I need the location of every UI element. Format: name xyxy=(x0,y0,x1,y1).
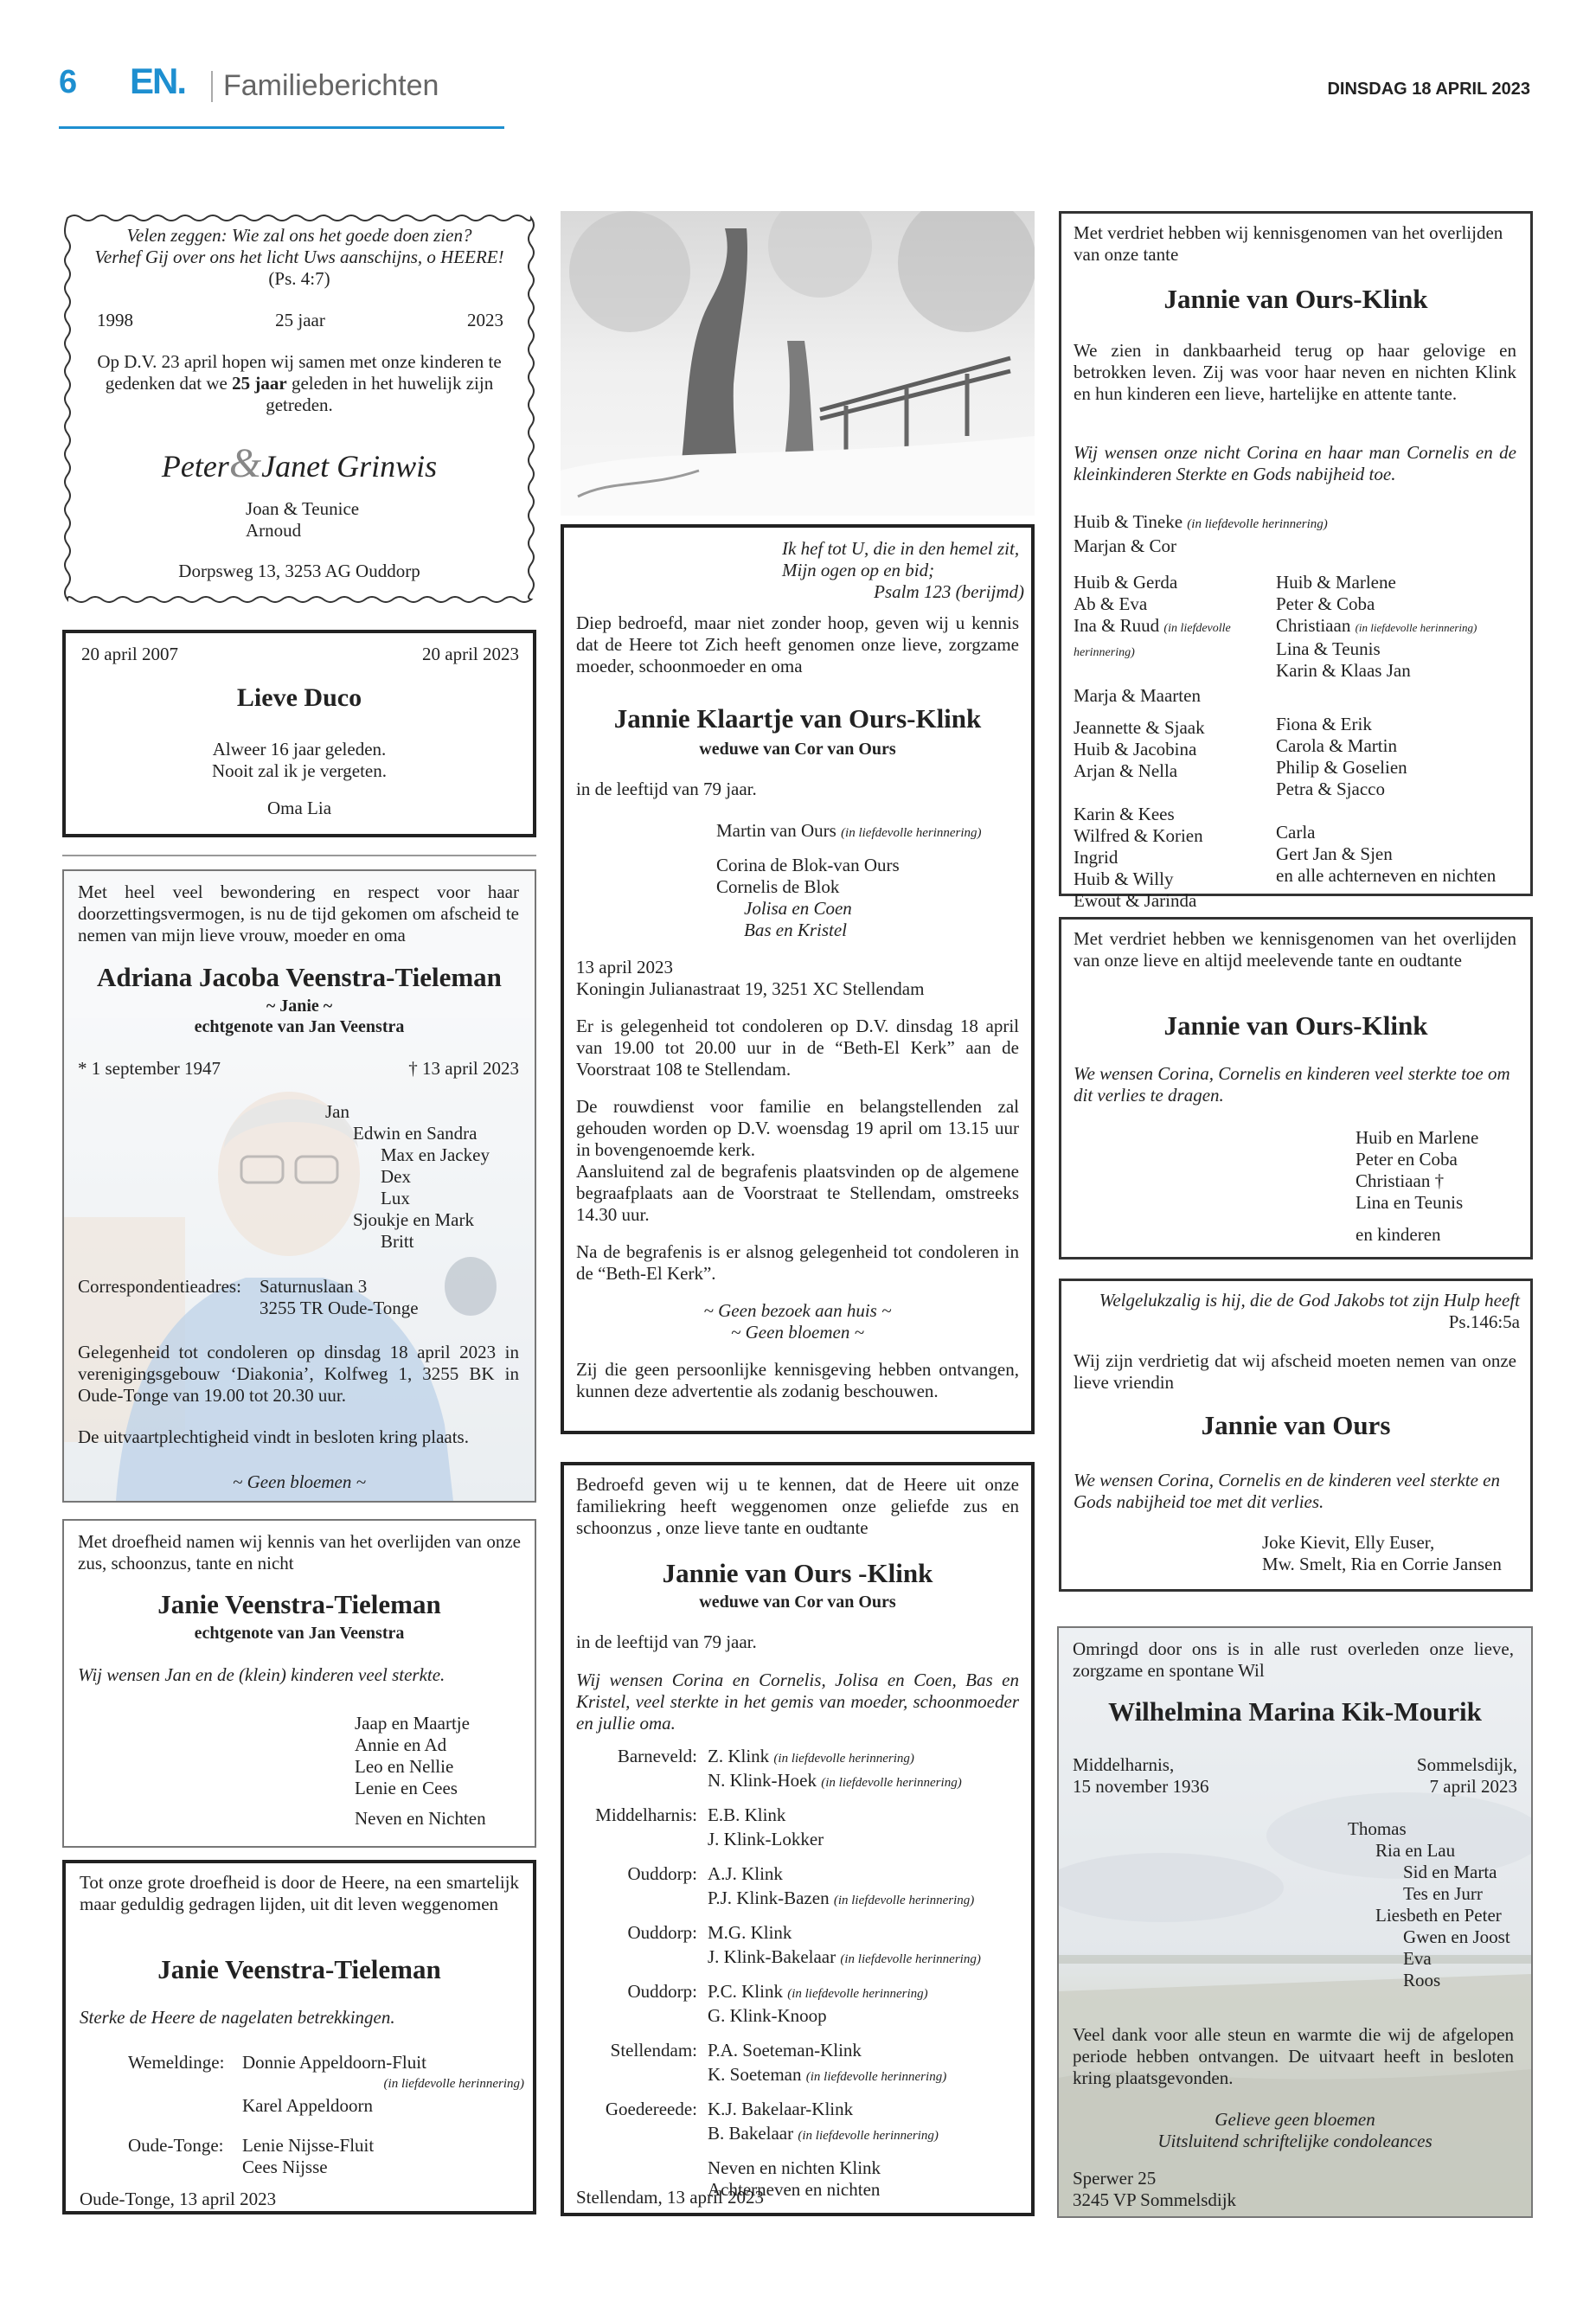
verse-line: Mijn ogen op en bid; xyxy=(782,560,935,580)
service-text: De rouwdienst voor familie en belangstellenden zal gehouden worden op D.V. woensdag 19 april om 13.15 uur in bovengenoemde kerk. xyxy=(576,1096,1019,1160)
death-ad-jannie-aunt xyxy=(1059,917,1533,1259)
death-ad-jannie-klink-family xyxy=(561,1462,1035,2216)
signer-line: Joke Kievit, Elly Euser, xyxy=(1262,1532,1435,1553)
deceased-name: Adriana Jacoba Veenstra-Tieleman xyxy=(97,962,502,992)
birth-date: * 1 september 1947 xyxy=(78,1058,221,1079)
family-line: Jeannette & Sjaak xyxy=(1074,717,1205,738)
family-line: Fiona & Erik xyxy=(1276,714,1372,734)
family-line: Peter & Coba xyxy=(1276,593,1375,614)
deceased-name: Jannie van Ours xyxy=(1201,1410,1391,1440)
family-line: Petra & Sjacco xyxy=(1276,779,1385,799)
verse-reference: Psalm 123 (berijmd) xyxy=(874,581,1024,602)
family-line: Marja & Maarten xyxy=(1074,685,1201,706)
family-group: Middelharnis: E.B. Klink J. Klink-Lokker xyxy=(595,1804,824,1849)
family-line: Marjan & Cor xyxy=(1074,535,1176,556)
closing-line: en kinderen xyxy=(1356,1224,1441,1245)
closing-line: Neven en Nichten xyxy=(355,1808,486,1829)
wish-text: We wensen Corina, Cornelis en de kinderen veel sterkte en Gods nabijheid toe met dit verlies. xyxy=(1074,1470,1500,1512)
winter-forest-photo xyxy=(561,211,1035,516)
family-group: Stellendam: P.A. Soeteman-Klink K. Soeteman (in liefdevolle herinnering) xyxy=(610,2040,947,2085)
date-right: 20 april 2023 xyxy=(422,644,519,664)
correspondence-line: Saturnuslaan 3 xyxy=(260,1276,368,1297)
death-ad-janie-siblings xyxy=(62,1519,536,1848)
family-line: Lenie Nijsse-Fluit xyxy=(242,2135,375,2156)
year-end: 2023 xyxy=(466,310,503,330)
family-line: Gwen en Joost xyxy=(1403,1926,1510,1947)
correspondence-line: 3255 TR Oude-Tonge xyxy=(260,1298,419,1318)
family-line: Philip & Goselien xyxy=(1276,757,1407,778)
deceased-name: Janie Veenstra-Tieleman xyxy=(157,1589,441,1619)
nickname: ~ Janie ~ xyxy=(266,997,333,1016)
widow-line: weduwe van Cor van Ours xyxy=(699,1593,896,1612)
family-line: Annie en Ad xyxy=(355,1734,447,1755)
footer-line: Oude-Tonge, 13 april 2023 xyxy=(80,2189,277,2209)
death-ad-jannie-nephews xyxy=(1059,211,1533,911)
family-line: Ab & Eva xyxy=(1074,593,1148,614)
request-line: Gelieve geen bloemen xyxy=(1215,2109,1375,2130)
couple-names: Peter&Janet Grinwis xyxy=(161,440,438,486)
verse-line: Ik hef tot U, die in den hemel zit, xyxy=(782,538,1020,559)
header-rule xyxy=(59,126,504,129)
address-line: Sperwer 25 xyxy=(1073,2168,1157,2189)
verse-line: Verhef Gij over ons het licht Uws aanschijns, o HEERE! xyxy=(94,247,504,267)
family-line: Lenie en Cees xyxy=(355,1778,458,1798)
family-line: en alle achterneven en nichten xyxy=(1276,865,1497,886)
intro-text: Wij zijn verdrietig dat wij afscheid moeten nemen van onze lieve vriendin xyxy=(1074,1350,1516,1393)
location-label: Oude-Tonge: xyxy=(128,2135,224,2156)
after-funeral-text: Na de begrafenis is er alsnog gelegenheid tot condoleren in de “Beth-El Kerk”. xyxy=(576,1241,1019,1284)
family-line: Christiaan † xyxy=(1356,1170,1445,1191)
memorial-title: Lieve Duco xyxy=(236,683,362,712)
header-divider xyxy=(211,71,213,102)
family-line: Ewout & Jarinda xyxy=(1074,890,1197,911)
death-date: 7 april 2023 xyxy=(1429,1776,1517,1797)
family-line: Sjoukje en Mark xyxy=(353,1209,474,1230)
death-place: Sommelsdijk, xyxy=(1416,1754,1517,1775)
family-line: Roos xyxy=(1403,1970,1441,1990)
family-line: Martin van Ours (in liefdevolle herinnering) xyxy=(716,820,982,841)
family-line: Donnie Appeldoorn-Fluit xyxy=(242,2052,426,2073)
deceased-name: Jannie Klaartje van Ours-Klink xyxy=(613,703,982,734)
family-line: Bas en Kristel xyxy=(744,920,847,940)
family-line: Christiaan (in liefdevolle herinnering) xyxy=(1276,615,1477,636)
family-line: Ina & Ruud (in liefdevolle herinnering) xyxy=(1074,615,1231,659)
death-ad-jannie-children xyxy=(561,524,1035,1434)
column-rule xyxy=(62,855,536,856)
intro-text: Met heel veel bewondering en respect voor haar doorzettingsvermogen, is nu de tijd gekomen om afscheid te nemen van mijn lieve vrouw, moeder en oma xyxy=(78,881,519,945)
family-line: Ria en Lau xyxy=(1375,1840,1456,1861)
signer-line: Mw. Smelt, Ria en Corrie Jansen xyxy=(1262,1554,1502,1574)
family-line: Tes en Jurr xyxy=(1403,1883,1483,1904)
family-line: Sid en Marta xyxy=(1403,1862,1497,1882)
no-visit: ~ Geen bezoek aan huis ~ xyxy=(703,1300,892,1321)
family-line: Carla xyxy=(1276,822,1316,843)
wish-text: Wij wensen Corina en Cornelis, Jolisa en Coen, Bas en Kristel, veel sterkte in het gemis van moeder, schoonmoeder en jullie oma. xyxy=(576,1670,1019,1734)
thanks-text: Veel dank voor alle steun en warmte die wij de afgelopen periode hebben ontvangen. De uitvaart heeft in besloten kring plaatsgevonden. xyxy=(1073,2024,1514,2088)
family-line: Karel Appeldoorn xyxy=(242,2095,374,2116)
spouse-line: echtgenote van Jan Veenstra xyxy=(194,1624,405,1643)
birth-date: 15 november 1936 xyxy=(1073,1776,1209,1797)
verse-line: Velen zeggen: Wie zal ons het goede doen zien? xyxy=(126,225,472,246)
family-group: Goedereede: K.J. Bakelaar-Klink B. Bakelaar (in liefdevolle herinnering) xyxy=(605,2099,939,2144)
funeral-text: De uitvaartplechtigheid vindt in besloten kring plaats. xyxy=(78,1426,469,1447)
family-line: Karin & Kees xyxy=(1074,804,1175,824)
family-line: Leo en Nellie xyxy=(355,1756,454,1777)
address-line: Koningin Julianastraat 19, 3251 XC Stellendam xyxy=(576,978,925,999)
correspondence-label: Correspondentieadres: xyxy=(78,1276,241,1297)
remembrance-note: (in liefdevolle herinnering) xyxy=(383,2077,524,2091)
family-line: Dex xyxy=(381,1166,411,1187)
family-line: Ingrid xyxy=(1074,847,1118,868)
family-line: Thomas xyxy=(1348,1818,1407,1839)
page-number: 6 xyxy=(59,64,78,100)
family-line: Huib & Willy xyxy=(1074,868,1174,889)
burial-text: Aansluitend zal de begrafenis plaatsvinden op de algemene begraafplaats aan de Voorstraat te Stellendam, omstreeks 14.30 uur. xyxy=(576,1161,1019,1225)
closing-group: Neven en nichten Klink Achterneven en nichten xyxy=(708,2157,881,2200)
wish-text: Sterke de Heere de nagelaten betrekkingen. xyxy=(80,2007,395,2028)
death-ad-adriana xyxy=(62,869,536,1503)
condolence-text: Er is gelegenheid tot condoleren op D.V. dinsdag 18 april van 19.00 tot 20.00 uur in de “Beth-El Kerk” aan de Voorstraat 108 te Stellendam. xyxy=(576,1016,1019,1080)
family-line: Huib & Gerda xyxy=(1074,572,1178,593)
intro-text: Omringd door ons is in alle rust overleden onze lieve, zorgzame en spontane Wil xyxy=(1073,1638,1514,1681)
wish-text: Wij wensen onze nicht Corina en haar man Cornelis en de kleinkinderen Sterkte en Gods nabijheid toe. xyxy=(1074,442,1516,484)
child-line: Joan & Teunice xyxy=(246,498,360,519)
family-line: Huib & Jacobina xyxy=(1074,739,1197,760)
footer-line: Stellendam, 13 april 2023 xyxy=(576,2187,764,2208)
family-line: Max en Jackey xyxy=(381,1144,490,1165)
death-ad-janie-family xyxy=(62,1860,536,2214)
anniversary-text: Op D.V. 23 april hopen wij samen met onze kinderen te gedenken dat we 25 jaar geleden in het huwelijk zijn getreden. xyxy=(97,351,502,415)
family-line: Britt xyxy=(381,1231,414,1252)
family-line: Huib & Tineke (in liefdevolle herinnering) xyxy=(1074,511,1328,532)
child-line: Arnoud xyxy=(246,520,302,541)
deceased-name: Jannie van Ours -Klink xyxy=(662,1558,933,1588)
notice-text: Zij die geen persoonlijke kennisgeving hebben ontvangen, kunnen deze advertentie als zodanig beschouwen. xyxy=(576,1359,1019,1401)
family-line: Cornelis de Blok xyxy=(716,876,840,897)
logo: EN. xyxy=(130,61,186,101)
age-line: in de leeftijd van 79 jaar. xyxy=(576,779,757,799)
family-line: Arjan & Nella xyxy=(1074,760,1178,781)
intro-text: Tot onze grote droefheid is door de Heere, na een smartelijk maar geduldig gedragen lijden, uit dit leven weggenomen xyxy=(80,1872,519,1914)
family-line: Jan xyxy=(325,1101,349,1122)
family-line: Gert Jan & Sjen xyxy=(1276,843,1393,864)
family-line: Jolisa en Coen xyxy=(744,898,852,919)
verse-reference: (Ps. 4:7) xyxy=(268,268,330,289)
family-line: Karin & Klaas Jan xyxy=(1276,660,1411,681)
family-group: Ouddorp: A.J. Klink P.J. Klink-Bazen (in liefdevolle herinnering) xyxy=(627,1863,975,1908)
family-line: Peter en Coba xyxy=(1356,1149,1458,1170)
family-line: Jaap en Maartje xyxy=(355,1713,470,1734)
intro-text: Bedroefd geven wij u te kennen, dat de Heere uit onze familiekring heeft weggenomen onze geliefde zus en schoonzus , onze lieve tante en oudtante xyxy=(576,1474,1019,1538)
location-label: Wemeldinge: xyxy=(128,2052,225,2073)
death-date: † 13 april 2023 xyxy=(408,1058,519,1079)
family-line: Huib & Marlene xyxy=(1276,572,1396,593)
no-flowers: ~ Geen bloemen ~ xyxy=(233,1471,366,1492)
address: Dorpsweg 13, 3253 AG Ouddorp xyxy=(178,561,420,581)
birth-place: Middelharnis, xyxy=(1073,1754,1175,1775)
family-group: Ouddorp: P.C. Klink (in liefdevolle herinnering) G. Klink-Knoop xyxy=(627,1981,928,2026)
year-start: 1998 xyxy=(97,310,133,330)
verse-reference: Ps.146:5a xyxy=(1448,1311,1520,1332)
age-line: in de leeftijd van 79 jaar. xyxy=(576,1631,757,1652)
wish-text: Wij wensen Jan en de (klein) kinderen veel sterkte. xyxy=(78,1664,445,1685)
intro-text: Met droefheid namen wij kennis van het overlijden van onze zus, schoonzus, tante en nicht xyxy=(78,1531,521,1574)
family-line: Cees Nijsse xyxy=(242,2157,328,2177)
deceased-name: Wilhelmina Marina Kik-Mourik xyxy=(1108,1696,1482,1727)
family-line: Liesbeth en Peter xyxy=(1375,1905,1502,1926)
date-left: 20 april 2007 xyxy=(81,644,178,664)
deceased-name: Jannie van Ours-Klink xyxy=(1163,1010,1428,1041)
date-line: 13 april 2023 xyxy=(576,957,673,977)
intro-text: Met verdriet hebben wij kennisgenomen van het overlijden van onze tante xyxy=(1074,222,1503,265)
family-line: Lux xyxy=(381,1188,410,1208)
memorial-line: Alweer 16 jaar geleden. xyxy=(212,739,387,760)
anniversary-ad-grinwis xyxy=(62,213,536,605)
years-count: 25 jaar xyxy=(275,310,325,330)
family-line: Huib en Marlene xyxy=(1356,1127,1479,1148)
family-group: Barneveld: Z. Klink (in liefdevolle herinnering) N. Klink-Hoek (in liefdevolle herinnering) xyxy=(617,1746,962,1791)
section-title: Familieberichten xyxy=(223,69,439,102)
family-line: Eva xyxy=(1403,1948,1432,1969)
family-group: Ouddorp: M.G. Klink J. Klink-Bakelaar (in liefdevolle herinnering) xyxy=(627,1922,981,1967)
family-line: Corina de Blok-van Ours xyxy=(716,855,900,875)
death-ad-wilhelmina xyxy=(1057,1626,1533,2218)
address-line: 3245 VP Sommelsdijk xyxy=(1073,2189,1237,2210)
tribute-text: We zien in dankbaarheid terug op haar gelovige en betrokken leven. Zij was voor haar neven en nichten Klink en hun kinderen een lieve, hartelijke en attente tante. xyxy=(1074,340,1516,404)
no-flowers: ~ Geen bloemen ~ xyxy=(731,1322,864,1343)
family-line: Edwin en Sandra xyxy=(353,1123,478,1144)
deceased-name: Janie Veenstra-Tieleman xyxy=(157,1954,441,1984)
family-line: Lina & Teunis xyxy=(1276,638,1381,659)
death-ad-jannie-friends xyxy=(1059,1279,1533,1592)
family-line: Wilfred & Korien xyxy=(1074,825,1203,846)
condolence-text: Gelegenheid tot condoleren op dinsdag 18 april 2023 in verenigingsgebouw ‘Diakonia’, Kolfweg 1, 3255 BK in Oude-Tonge van 19.00 tot 20.30 uur. xyxy=(78,1342,519,1406)
spouse-line: echtgenote van Jan Veenstra xyxy=(194,1017,405,1036)
request-line: Uitsluitend schriftelijke condoleances xyxy=(1157,2131,1433,2151)
signature: Oma Lia xyxy=(266,798,332,818)
issue-date: DINSDAG 18 APRIL 2023 xyxy=(1327,80,1530,99)
verse-line: Welgelukzalig is hij, die de God Jakobs tot zijn Hulp heeft xyxy=(1099,1290,1520,1311)
intro-text: Met verdriet hebben we kennisgenomen van het overlijden van onze lieve en altijd meelevende tante en oudtante xyxy=(1074,928,1516,971)
widow-line: weduwe van Cor van Ours xyxy=(699,740,896,759)
memorial-ad-duco xyxy=(62,630,536,837)
family-line: Carola & Martin xyxy=(1276,735,1397,756)
family-line: Lina en Teunis xyxy=(1356,1192,1464,1213)
intro-text: Diep bedroefd, maar niet zonder hoop, geven wij u kennis dat de Heere tot Zich heeft genomen onze lieve, zorgzame moeder, schoonmoeder en oma xyxy=(576,612,1019,676)
wish-text: We wensen Corina, Cornelis en kinderen veel sterkte toe om dit verlies te dragen. xyxy=(1074,1063,1510,1106)
deceased-name: Jannie van Ours-Klink xyxy=(1163,284,1428,314)
memorial-line: Nooit zal ik je vergeten. xyxy=(212,760,387,781)
